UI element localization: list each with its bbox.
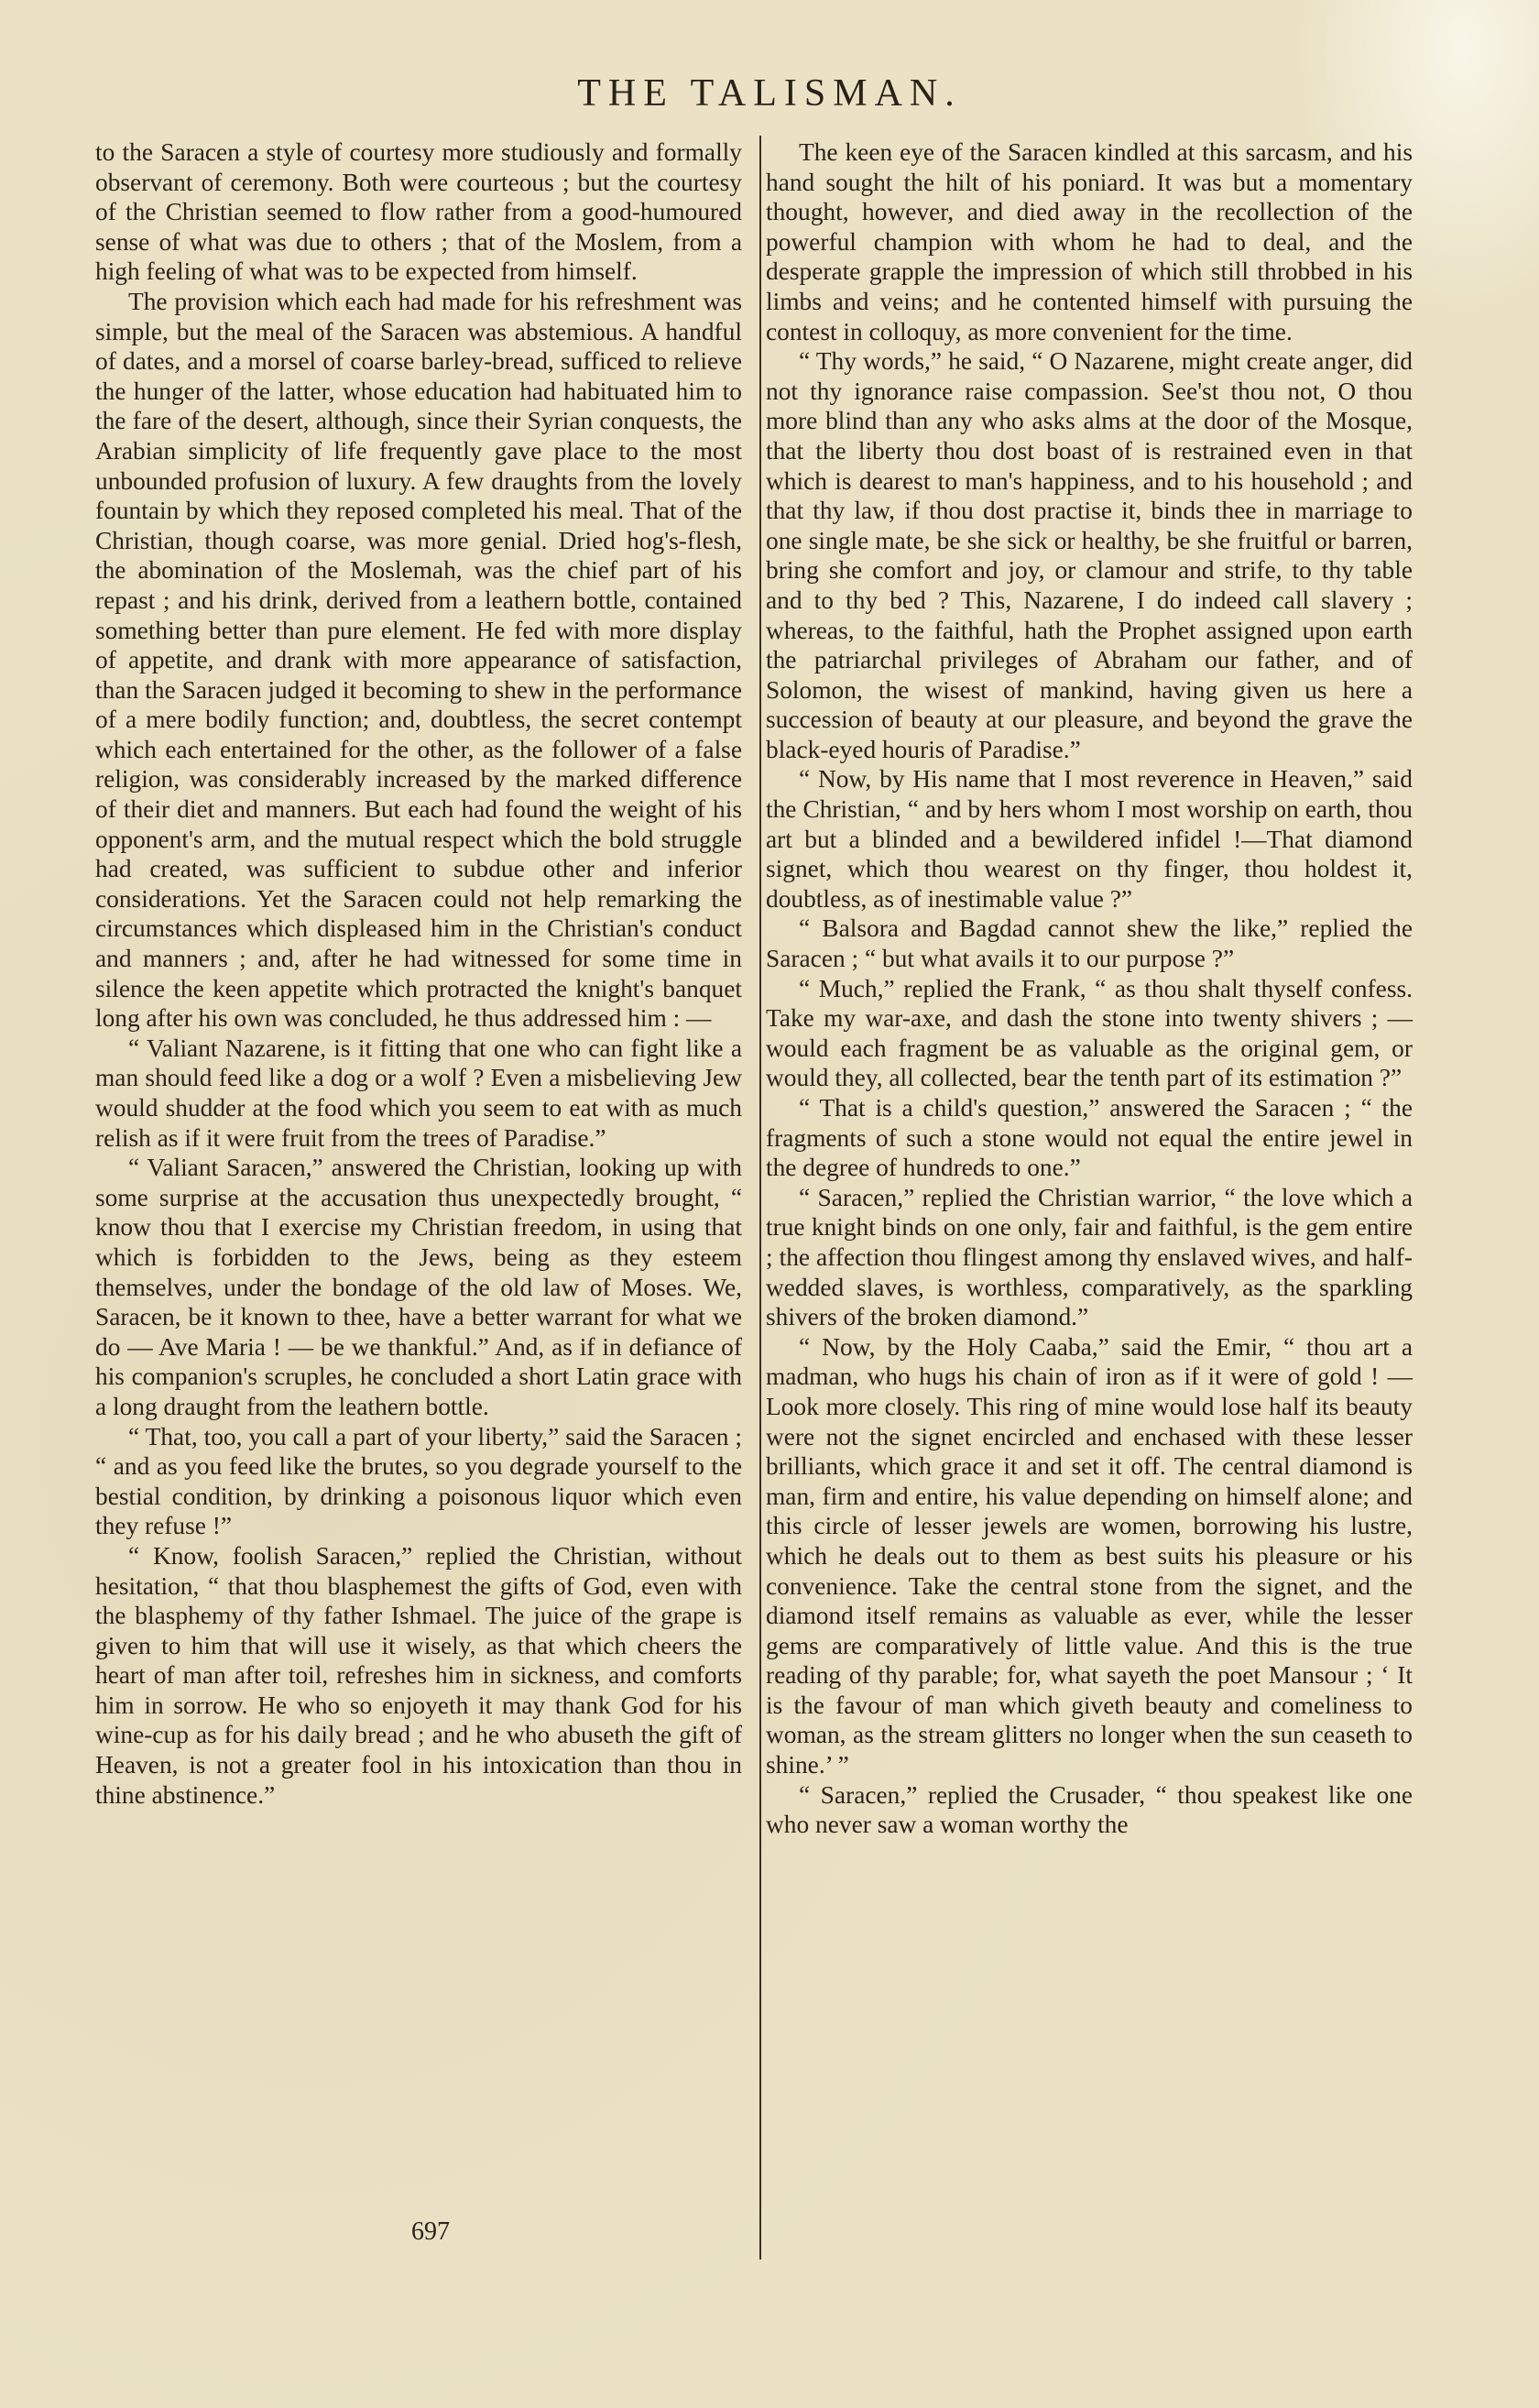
paragraph: “ Valiant Saracen,” answered the Christian, looking up with some surprise at the accusation thus unexpectedly brought, “ know thou that I exercise my Christian freedom, in using that which is forbidden to the Jews, being as they esteem themselves, under the bondage of the old law of Moses. We, Saracen, be it known to thee, have a better warrant for what we do — Ave Maria ! — be we thankful.” And, as if in defiance of his companion's scruples, he concluded a short Latin grace with a long draught from the leathern bottle. [95, 1154, 742, 1420]
paragraph: “ Know, foolish Saracen,” replied the Christian, without hesitation, “ that thou blasphemest the gifts of God, even with the blasphemy of thy father Ishmael. The juice of the grape is given to him that will use it wisely, as that which cheers the heart of man after toil, refreshes him in sickness, and comforts him in sorrow. He who so enjoyeth it may thank God for his wine-cup as for his daily bread ; and he who abuseth the gift of Heaven, is not a greater fool in his intoxication than thou in thine abstinence.” [95, 1541, 742, 1809]
page-title: THE TALISMAN. [577, 72, 962, 115]
paragraph: The keen eye of the Saracen kindled at this sarcasm, and his hand sought the hilt of his poniard. It was but a momentary thought, however, and died away in the recollection of the powerful champion with whom he had to deal, and the desperate grapple the impression of which still throbbed in his limbs and veins; and he contented himself with pursuing the contest in colloquy, as more convenient for the time. [766, 138, 1413, 345]
paragraph: “ That is a child's question,” answered the Saracen ; “ the fragments of such a stone would not equal the entire jewel in the degree of hundreds to one.” [766, 1094, 1413, 1182]
paragraph: “ Much,” replied the Frank, “ as thou shalt thyself confess. Take my war-axe, and dash the stone into twenty shivers ; — would each fragment be as valuable as the original gem, or would they, all collected, bear the tenth part of its estimation ?” [766, 974, 1413, 1092]
paragraph: “ Valiant Nazarene, is it fitting that one who can fight like a man should feed like a dog or a wolf ? Even a misbelieving Jew would shudder at the food which you seem to eat with as much relish as if it were fruit from the trees of Paradise.” [95, 1034, 742, 1152]
paragraph: “ Thy words,” he said, “ O Nazarene, might create anger, did not thy ignorance raise compassion. See'st thou not, O thou more blind than any who asks alms at the door of the Mosque, that the liberty thou dost boast of is restrained even in that which is dearest to man's happiness, and to his household ; and that thy law, if thou dost practise it, binds thee in marriage to one single mate, be she sick or healthy, be she fruitful or barren, bring she comfort and joy, or clamour and strife, to thy table and to thy bed ? This, Nazarene, I do indeed call slavery ; whereas, to the faithful, hath the Prophet assigned upon earth the patriarchal privileges of Abraham our father, and of Solomon, the wisest of mankind, having given us here a succession of beauty at our pleasure, and beyond the grave the black-eyed houris of Paradise.” [766, 347, 1413, 763]
column-divider [759, 136, 761, 2260]
paragraph: to the Saracen a style of courtesy more studiously and formally observant of ceremony. Both were courteous ; but the courtesy of the Christian seemed to flow rather from a good-humoured sense of what was due to others ; that of the Moslem, from a high feeling of what was to be expected from himself. [95, 138, 742, 286]
page-number: 697 [411, 2217, 450, 2246]
paragraph: “ Balsora and Bagdad cannot shew the like,” replied the Saracen ; “ but what avails it to our purpose ?” [766, 914, 1413, 973]
paragraph: “ Now, by His name that I most reverence in Heaven,” said the Christian, “ and by hers whom I most worship on earth, thou art but a blinded and a bewildered infidel !—That diamond signet, which thou wearest on thy finger, thou holdest it, doubtless, as of inestimable value ?” [766, 765, 1413, 913]
right-column [766, 137, 1413, 1840]
paragraph: “ Saracen,” replied the Crusader, “ thou speakest like one who never saw a woman worthy the [766, 1780, 1413, 1839]
left-column [95, 137, 742, 1810]
paragraph: “ Now, by the Holy Caaba,” said the Emir, “ thou art a madman, who hugs his chain of iron as if it were of gold ! — Look more closely. This ring of mine would lose half its beauty were not the signet encircled and enchased with these lesser brilliants, which grace it and set it off. The central diamond is man, firm and entire, his value depending on himself alone; and this circle of lesser jewels are women, borrowing his lustre, which he deals out to them as best suits his pleasure or his convenience. Take the central stone from the signet, and the diamond itself remains as valuable as ever, while the lesser gems are comparatively of little value. And this is the true reading of thy parable; for, what sayeth the poet Mansour ; ‘ It is the favour of man which giveth beauty and comeliness to woman, as the stream glitters no longer when the sun ceaseth to shine.’ ” [766, 1332, 1413, 1779]
paragraph: “ Saracen,” replied the Christian warrior, “ the love which a true knight binds on one only, fair and faithful, is the gem entire ; the affection thou flingest among thy enslaved wives, and half-wedded slaves, is worthless, comparatively, as the sparkling shivers of the broken diamond.” [766, 1183, 1413, 1331]
paragraph: The provision which each had made for his refreshment was simple, but the meal of the Saracen was abstemious. A handful of dates, and a morsel of coarse barley-bread, sufficed to relieve the hunger of the latter, whose education had habituated him to the fare of the desert, although, since their Syrian conquests, the Arabian simplicity of life frequently gave place to the most unbounded profusion of luxury. A few draughts from the lovely fountain by which they reposed completed his meal. That of the Christian, though coarse, was more genial. Dried hog's-flesh, the abomination of the Moslemah, was the chief part of his repast ; and his drink, derived from a leathern bottle, contained something better than pure element. He fed with more display of appetite, and drank with more appearance of satisfaction, than the Saracen judged it becoming to shew in the performance of a mere bodily function; and, doubtless, the secret contempt which each entertained for the other, as the follower of a false religion, was considerably increased by the marked difference of their diet and manners. But each had found the weight of his opponent's arm, and the mutual respect which the bold struggle had created, was sufficient to subdue other and inferior considerations. Yet the Saracen could not help remarking the circumstances which displeased him in the Christian's conduct and manners ; and, after he had witnessed for some time in silence the keen appetite which protracted the knight's banquet long after his own was concluded, he thus addressed him : — [95, 287, 742, 1033]
paragraph: “ That, too, you call a part of your liberty,” said the Saracen ; “ and as you feed like the brutes, so you degrade yourself to the bestial condition, by drinking a poisonous liquor which even they refuse !” [95, 1422, 742, 1540]
